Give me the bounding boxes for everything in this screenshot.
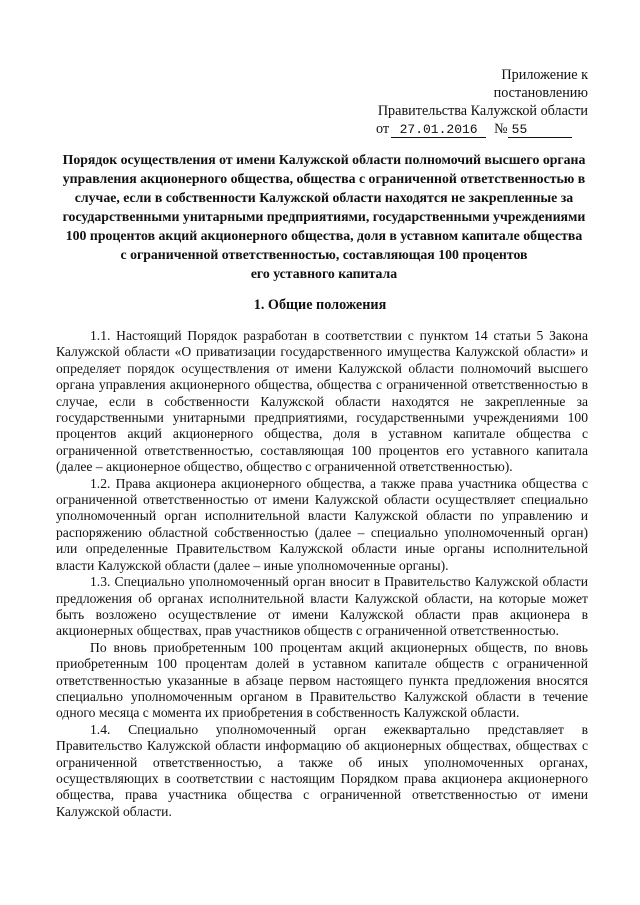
- paragraph-1-4: 1.4. Специально уполномоченный орган ежеквартально представляет в Правительство Калужской области информацию об акционерных обществах, обществах с ограниченной ответственностью, а также об иных уполномоченных органах, осуществляющих в соответствии с настоящим Порядком права акционера акционерного общества, права участника общества с ограниченной ответственностью от имени Калужской области.: [56, 721, 588, 819]
- section-heading: 1. Общие положения: [253, 297, 387, 313]
- title-line: случае, если в собственности Калужской области находятся не закрепленные за: [74, 190, 574, 205]
- title-line: управления акционерного общества, общества с ограниченной ответственностью в: [62, 171, 586, 186]
- paragraph-1-3-second: По вновь приобретенным 100 процентам акций акционерных обществ, по вновь приобретенным 100 процентам долей в уставном капитале обществ с ограниченной ответственностью указанные в абзаце первом настоящего пункта предложения вносятся специально уполномоченным органом в Правительство Калужской области в течение одного месяца с момента их приобретения в собственность Калужской области.: [56, 639, 588, 721]
- title-line: с ограниченной ответственностью, составляющая 100 процентов: [120, 247, 528, 262]
- title-line: 100 процентов акций акционерного общества, доля в уставном капитале общества: [65, 228, 583, 243]
- section-body: [56, 328, 588, 820]
- appendix-line-2: постановлению: [493, 85, 588, 101]
- appendix-header: [366, 66, 588, 138]
- number-sign: №: [494, 121, 508, 137]
- resolution-number: 55: [508, 122, 572, 138]
- date-prefix: от: [376, 121, 390, 137]
- document-title: [54, 150, 594, 283]
- title-line: Порядок осуществления от имени Калужской области полномочий высшего органа: [62, 152, 586, 167]
- appendix-line-1: Приложение к: [501, 67, 588, 83]
- resolution-date: 27.01.2016: [391, 122, 486, 138]
- paragraph-1-2: 1.2. Права акционера акционерного общества, а также права участника общества с ограниченной ответственностью от имени Калужской области осуществляет специально уполномоченный орган исполнительной власти Калужской области по управлению и распоряжению областной собственностью (далее – специально уполномоченный орган) или определенные Правительством Калужской области иные органы исполнительной власти Калужской области (далее – иные уполномоченные органы).: [56, 475, 588, 573]
- paragraph-1-1: 1.1. Настоящий Порядок разработан в соответствии с пунктом 14 статьи 5 Закона Калужской области «О приватизации государственного имущества Калужской области» и определяет порядок осуществления от имени Калужской области полномочий высшего органа управления акционерного общества, общества с ограниченной ответственностью в случае, если в собственности Калужской области находятся не закрепленные за государственными унитарными предприятиями, государственными учреждениями 100 процентов акций акционерного общества, доля в уставном капитале общества с ограниченной ответственностью, составляющая 100 процентов его уставного капитала (далее – акционерное общество, общество с ограниченной ответственностью).: [56, 328, 588, 475]
- title-line: его уставного капитала: [250, 266, 398, 281]
- paragraph-1-3: 1.3. Специально уполномоченный орган вносит в Правительство Калужской области предложения об органах исполнительной власти Калужской области, на которые может быть возложено осуществление от имени Калужской области прав акционера в акционерных обществах, прав участников обществ с ограниченной ответственностью.: [56, 574, 588, 639]
- title-line: государственными унитарными предприятиями, государственными учреждениями: [62, 209, 586, 224]
- appendix-line-3: Правительства Калужской области: [377, 103, 588, 119]
- appendix-date-number-line: [366, 120, 588, 138]
